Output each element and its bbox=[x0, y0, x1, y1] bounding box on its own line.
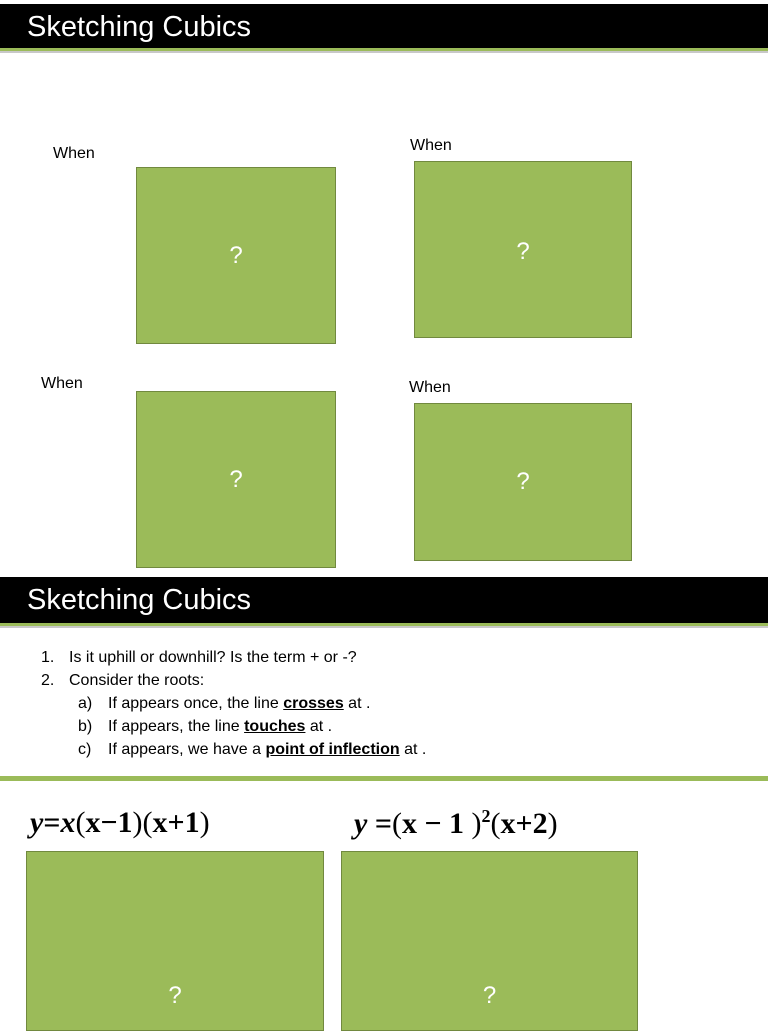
substep-text: If appears once, the line crosses at . bbox=[108, 695, 371, 712]
equation-right: y =(x − 1 )$^2$(x+2) bbox=[354, 806, 558, 840]
graph-box-2[interactable] bbox=[414, 161, 632, 338]
keyword-crosses: crosses bbox=[283, 695, 344, 712]
box-placeholder: ? bbox=[516, 238, 530, 265]
box-placeholder: ? bbox=[516, 468, 530, 495]
graph-box-3[interactable] bbox=[136, 391, 336, 568]
steps-list bbox=[41, 646, 741, 761]
slide2-title: Sketching Cubics bbox=[0, 577, 768, 623]
keyword-touches: touches bbox=[244, 718, 306, 735]
substep-item bbox=[41, 715, 741, 738]
step-text: Consider the roots: bbox=[69, 672, 205, 689]
step-item bbox=[41, 646, 741, 669]
when-label-2: When bbox=[410, 137, 452, 154]
step-number: 2. bbox=[41, 672, 55, 689]
when-label-1: When bbox=[53, 145, 95, 162]
when-label-3: When bbox=[41, 375, 83, 392]
substep-letter: c) bbox=[78, 741, 92, 758]
graph-box-1[interactable] bbox=[136, 167, 336, 344]
box-placeholder: ? bbox=[482, 982, 497, 1009]
keyword-point-of-inflection: point of inflection bbox=[265, 741, 400, 758]
box-placeholder: ? bbox=[229, 466, 243, 493]
slide2-title-shadow bbox=[0, 626, 768, 628]
equation-left: y=x(x−1)(x+1) bbox=[30, 806, 210, 839]
substep-letter: a) bbox=[78, 695, 93, 712]
when-label-4: When bbox=[409, 379, 451, 396]
slide3-top-rule bbox=[0, 776, 768, 781]
box-placeholder: ? bbox=[168, 982, 182, 1009]
substep-item bbox=[41, 738, 741, 761]
step-text: Is it uphill or downhill? Is the term + or -? bbox=[69, 649, 357, 666]
slide1-title: Sketching Cubics bbox=[0, 4, 768, 50]
substep-text: If appears, the line touches at . bbox=[108, 718, 333, 735]
box-placeholder: ? bbox=[229, 242, 243, 269]
graph-box-6[interactable] bbox=[341, 851, 638, 1031]
step-item bbox=[41, 669, 741, 692]
substep-item bbox=[41, 692, 741, 715]
slide1-title-shadow bbox=[0, 51, 768, 53]
graph-box-4[interactable] bbox=[414, 403, 632, 561]
step-number: 1. bbox=[41, 649, 55, 666]
graph-box-5[interactable] bbox=[26, 851, 324, 1031]
substep-text: If appears, we have a point of inflection at . bbox=[108, 741, 427, 758]
substep-letter: b) bbox=[78, 718, 93, 735]
